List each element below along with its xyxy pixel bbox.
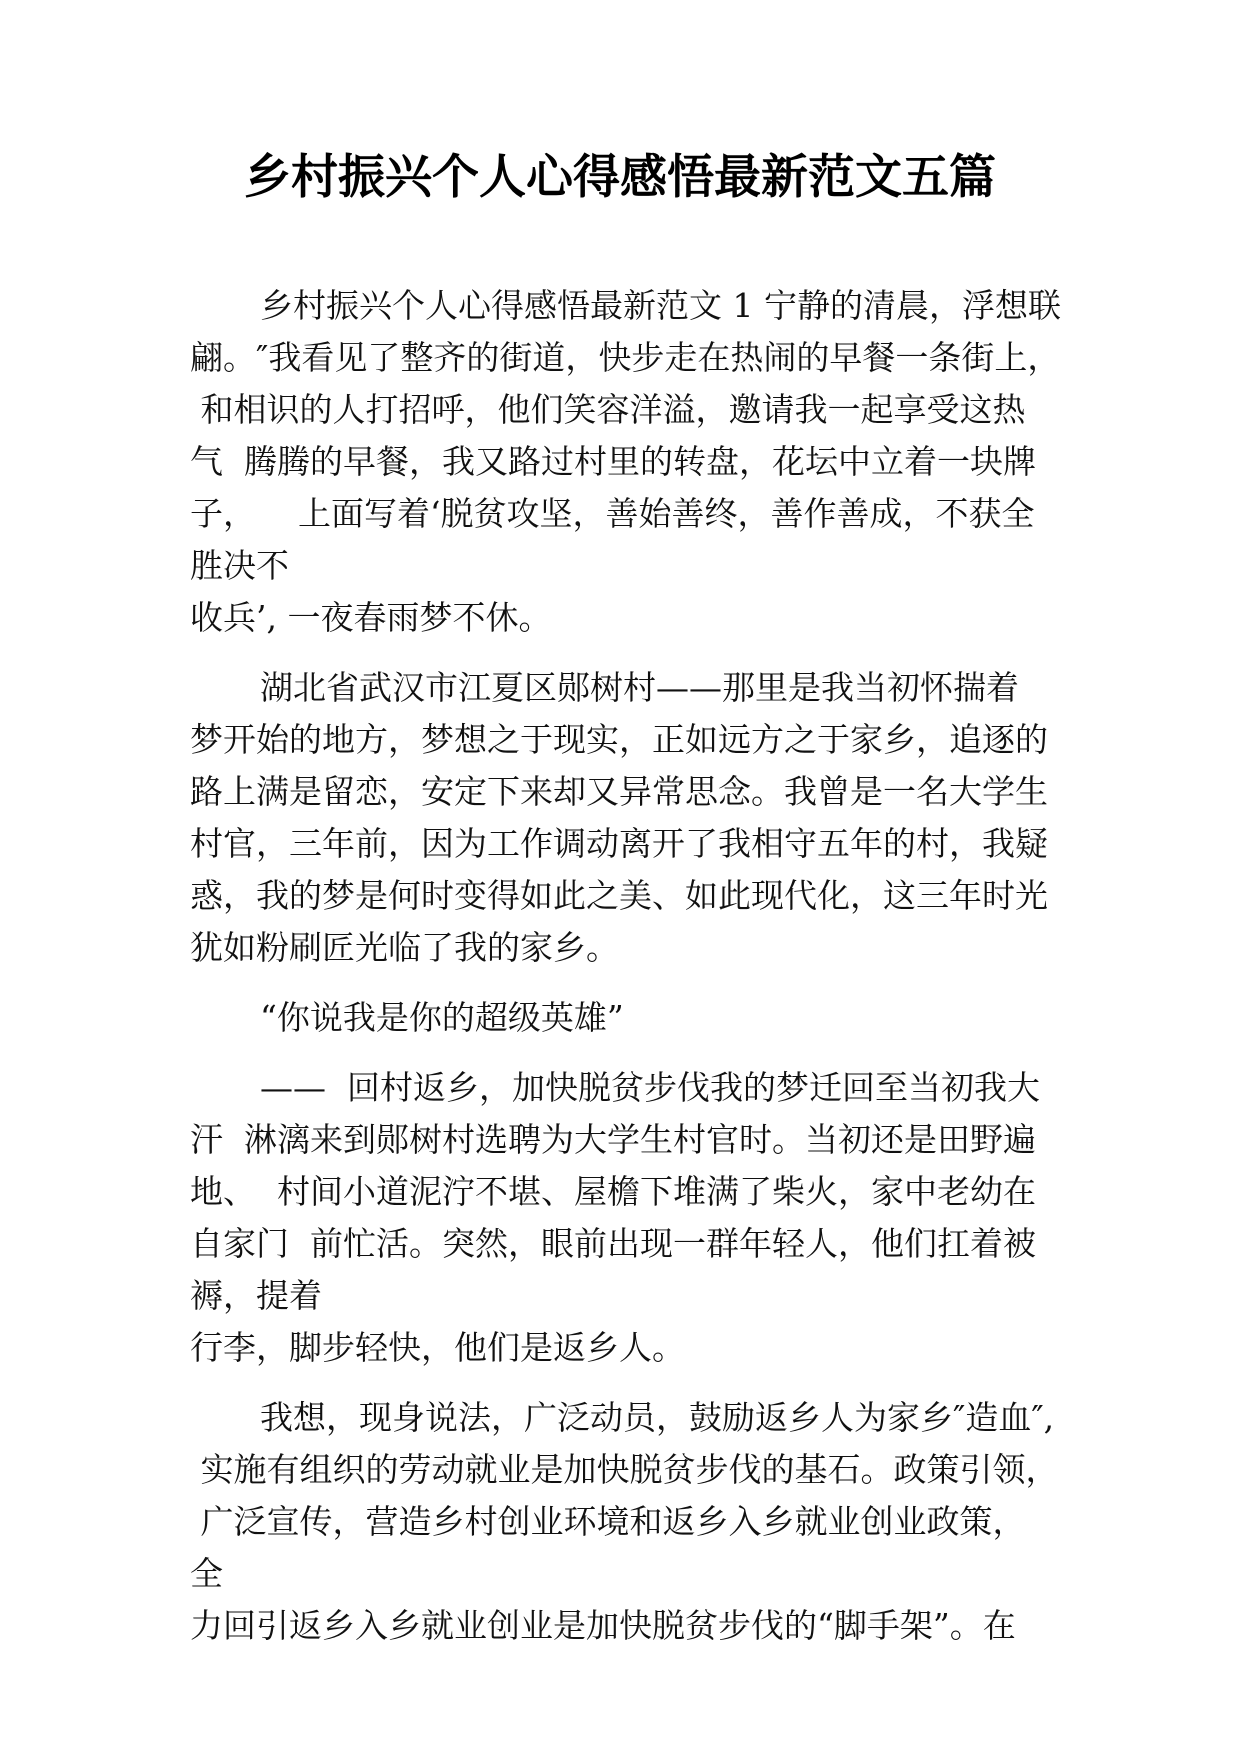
- text-line: 汗 淋漓来到郧树村选聘为大学生村官时。当初还是田野遍: [190, 1120, 1036, 1159]
- text-line: 实施有组织的劳动就业是加快脱贫步伐的基石。政策引领，: [190, 1450, 1059, 1489]
- text-line: 力回引返乡入乡就业创业是加快脱贫步伐的“脚手架”。在: [190, 1606, 1016, 1645]
- text-line: —— 回村返乡，加快脱贫步伐我的梦迁回至当初我大: [260, 1068, 1040, 1107]
- text-line: 我想，现身说法，广泛动员，鼓励返乡人为家乡″造血″,: [260, 1398, 1055, 1437]
- text-line: 和相识的人打招呼，他们笑容洋溢，邀请我一起享受这热: [190, 390, 1026, 429]
- text-line: 子， 上面写着‘脱贫攻坚，善始善终，善作善成，不获全: [190, 494, 1035, 533]
- text-line: 湖北省武汉市江夏区郧树村——那里是我当初怀揣着: [260, 668, 1019, 707]
- text-line: 地、 村间小道泥泞不堪、屋檐下堆满了柴火，家中老幼在: [190, 1172, 1036, 1211]
- document-body: [190, 280, 1070, 1652]
- text-line: 乡村振兴个人心得感悟最新范文 1 宁静的清晨，浮想联: [260, 286, 1061, 325]
- text-line: 自家门 前忙活。突然，眼前出现一群年轻人，他们扛着被: [190, 1224, 1036, 1263]
- text-line: 梦开始的地方，梦想之于现实，正如远方之于家乡，追逐的: [190, 720, 1048, 759]
- text-line: 全: [190, 1554, 223, 1593]
- text-line: 惑，我的梦是何时变得如此之美、如此现代化，这三年时光: [190, 876, 1048, 915]
- text-line: 路上满是留恋，安定下来却又异常思念。我曾是一名大学生: [190, 772, 1048, 811]
- text-line: 广泛宣传，营造乡村创业环境和返乡入乡就业创业政策，: [190, 1502, 1026, 1541]
- text-line: 收兵’, 一夜春雨梦不休。: [190, 598, 552, 637]
- text-line: 村官，三年前，因为工作调动离开了我相守五年的村，我疑: [190, 824, 1048, 863]
- text-line: “你说我是你的超级英雄”: [260, 998, 624, 1037]
- text-line: 行李，脚步轻快，他们是返乡人。: [190, 1328, 685, 1367]
- text-line: 翩。″我看见了整齐的街道，快步走在热闹的早餐一条街上，: [190, 338, 1061, 377]
- text-line: 气 腾腾的早餐，我又路过村里的转盘，花坛中立着一块牌: [190, 442, 1036, 481]
- document-title: 乡村振兴个人心得感悟最新范文五篇: [244, 150, 996, 205]
- text-line: 褥，提着: [190, 1276, 322, 1315]
- text-line: 胜决不: [190, 546, 289, 585]
- text-line: 犹如粉刷匠光临了我的家乡。: [190, 928, 619, 967]
